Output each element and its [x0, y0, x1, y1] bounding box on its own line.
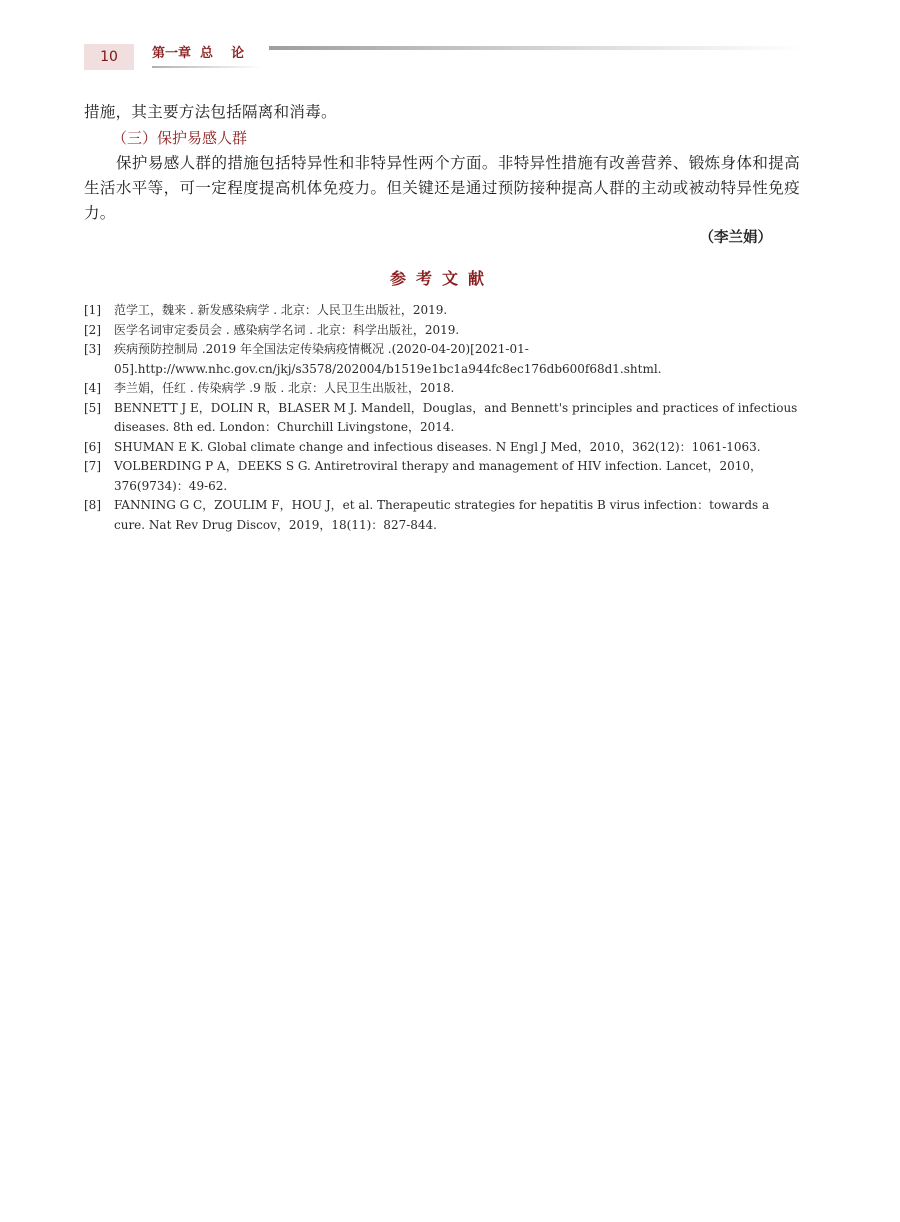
references-title: 参考文献 [389, 269, 494, 288]
author-signature: （李兰娟） [699, 230, 772, 246]
reference-text: 李兰娟，任红 . 传染病学 .9 版 . 北京：人民卫生出版社，2018. [114, 381, 455, 395]
section-subheading: （三）保护易感人群 [112, 129, 248, 147]
reference-text: BENNETT J E，DOLIN R，BLASER M J. Mandell，Douglas，and Bennett's principles and practices of infectious diseases. 8th ed. London：Churchill Livingstone，2014. [114, 400, 798, 434]
reference-number: [4] [84, 381, 101, 395]
chapter-title: 第一章 总 论 [152, 46, 245, 61]
reference-number: [7] [84, 459, 101, 473]
header-decor-bar [269, 46, 804, 50]
reference-number: [1] [84, 303, 101, 317]
reference-item [84, 301, 800, 321]
reference-item [84, 379, 800, 399]
reference-number: [3] [84, 342, 101, 356]
page-header [84, 44, 804, 70]
references-list [84, 301, 800, 535]
reference-text: 范学工，魏来 . 新发感染病学 . 北京：人民卫生出版社，2019. [114, 303, 448, 317]
reference-item [84, 438, 800, 458]
reference-number: [5] [84, 400, 101, 415]
reference-item [84, 496, 800, 535]
paragraph-main: 保护易感人群的措施包括特异性和非特异性两个方面。非特异性措施有改善营养、锻炼身体和提高生活水平等，可一定程度提高机体免疫力。但关键还是通过预防接种提高人群的主动或被动特异性免疫力。 [84, 154, 800, 222]
page-number: 10 [84, 44, 134, 70]
page-content [84, 100, 800, 535]
reference-number: [6] [84, 439, 101, 454]
reference-number: [2] [84, 322, 101, 337]
reference-text: FANNING G C，ZOULIM F，HOU J，et al. Therapeutic strategies for hepatitis B virus infection：towards a cure. Nat Rev Drug Discov，2019，18(11)：827-844. [114, 498, 770, 532]
header-underline [152, 66, 262, 68]
reference-number: [8] [84, 498, 101, 512]
reference-text: 医学名词审定委员会 . 感染病学名词 . 北京：科学出版社，2019. [114, 322, 460, 337]
reference-text: VOLBERDING P A，DEEKS S G. Antiretroviral therapy and management of HIV infection. Lancet，2010，376(9734)：49-62. [114, 459, 763, 493]
reference-item [84, 340, 800, 379]
reference-text: SHUMAN E K. Global climate change and infectious diseases. N Engl J Med，2010，362(12)：1061-1063. [114, 439, 761, 454]
reference-item [84, 457, 800, 496]
paragraph-continuation: 措施，其主要方法包括隔离和消毒。 [84, 103, 337, 121]
reference-text: 疾病预防控制局 .2019 年全国法定传染病疫情概况 .(2020-04-20)[2021-01-05].http://www.nhc.gov.cn/jkj/s3578/202004/b1519e1bc1a944fc8ec176db600f68d1.shtml. [114, 342, 662, 376]
reference-item [84, 321, 800, 341]
reference-item [84, 399, 800, 438]
